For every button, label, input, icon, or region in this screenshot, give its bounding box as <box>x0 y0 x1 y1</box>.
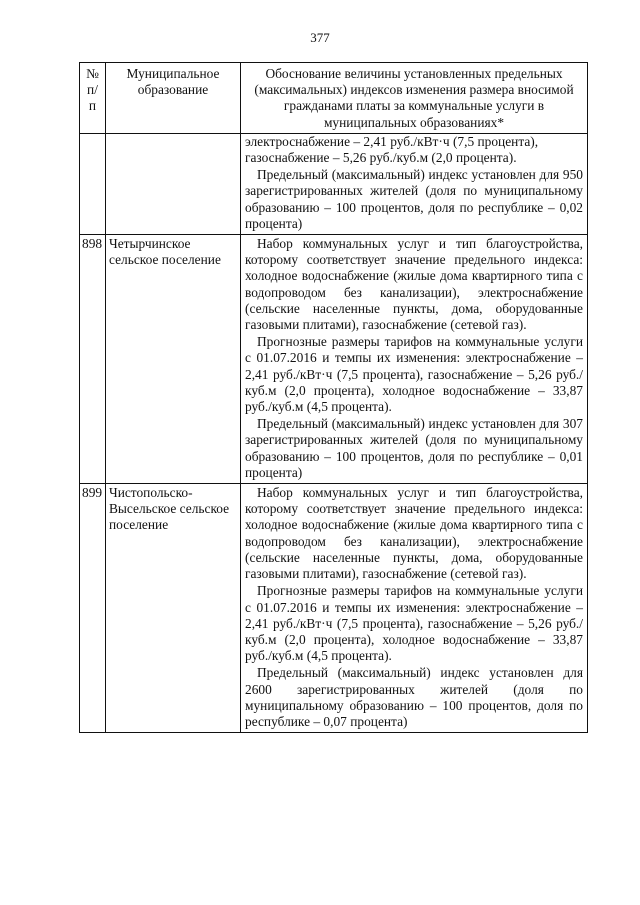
row-basis <box>241 235 588 484</box>
header-municipality: Муниципальное образование <box>106 63 241 134</box>
continued-municipality-cell <box>106 133 241 234</box>
row-num: 898 <box>80 235 106 484</box>
continued-line: электроснабжение – 2,41 руб./кВт·ч (7,5 процента), <box>245 133 539 149</box>
table-row-continued <box>80 133 588 234</box>
page-number: 377 <box>310 30 330 45</box>
continued-num-cell <box>80 133 106 234</box>
table-row <box>80 235 588 484</box>
limit-paragraph: Предельный (максимальный) индекс установлен для 307 зарегистрированных жителей (доля по муниципальному образованию – 100 процентов, доля по республике – 0,01 процента) <box>245 416 583 480</box>
row-num: 899 <box>80 484 106 733</box>
table-row <box>80 484 588 733</box>
row-municipality: Четырчинское сельское поселение <box>106 235 241 484</box>
row-basis <box>241 484 588 733</box>
table-header-row <box>80 63 588 134</box>
tariffs-paragraph: Прогнозные размеры тарифов на коммунальные услуги с 01.07.2016 и темпы их изменения: электроснабжение – 2,41 руб./кВт·ч (7,5 процента), газоснабжение – 5,26 руб./куб.м (2,0 процента), холодное водоснабжение – 33,87 руб./куб.м (4,5 процента). <box>245 583 583 664</box>
limit-paragraph: Предельный (максимальный) индекс установлен для 2600 зарегистрированных жителей (доля по муниципальному образованию – 100 процентов, доля по республике – 0,07 процента) <box>245 665 583 729</box>
indices-table <box>79 62 588 733</box>
continued-limit: Предельный (максимальный) индекс установлен для 950 зарегистрированных жителей (доля по муниципальному образованию – 100 процентов, доля по республике – 0,02 процента) <box>245 167 583 231</box>
header-num: № п/п <box>80 63 106 134</box>
services-paragraph: Набор коммунальных услуг и тип благоустройства, которому соответствует значение предельного индекса: холодное водоснабжение (жилые дома квартирного типа с водопроводом без канализации), электроснабжение (сельские населенные пункты, дома, оборудованные газовыми плитами), газоснабжение (сетевой газ). <box>245 236 583 333</box>
row-municipality: Чистопольско-Высельское сельское поселение <box>106 484 241 733</box>
services-paragraph: Набор коммунальных услуг и тип благоустройства, которому соответствует значение предельного индекса: холодное водоснабжение (жилые дома квартирного типа с водопроводом без канализации), электроснабжение (сельские населенные пункты, дома, оборудованные газовыми плитами), газоснабжение (сетевой газ). <box>245 485 583 582</box>
tariffs-paragraph: Прогнозные размеры тарифов на коммунальные услуги с 01.07.2016 и темпы их изменения: электроснабжение – 2,41 руб./кВт·ч (7,5 процента), газоснабжение – 5,26 руб./куб.м (2,0 процента), холодное водоснабжение – 33,87 руб./куб.м (4,5 процента). <box>245 334 583 415</box>
header-basis: Обоснование величины установленных предельных (максимальных) индексов изменения размера вносимой гражданами платы за коммунальные услуги в муниципальных образованиях* <box>241 63 588 134</box>
continued-line: газоснабжение – 5,26 руб./куб.м (2,0 процента). <box>245 150 517 166</box>
continued-basis-cell <box>241 133 588 234</box>
